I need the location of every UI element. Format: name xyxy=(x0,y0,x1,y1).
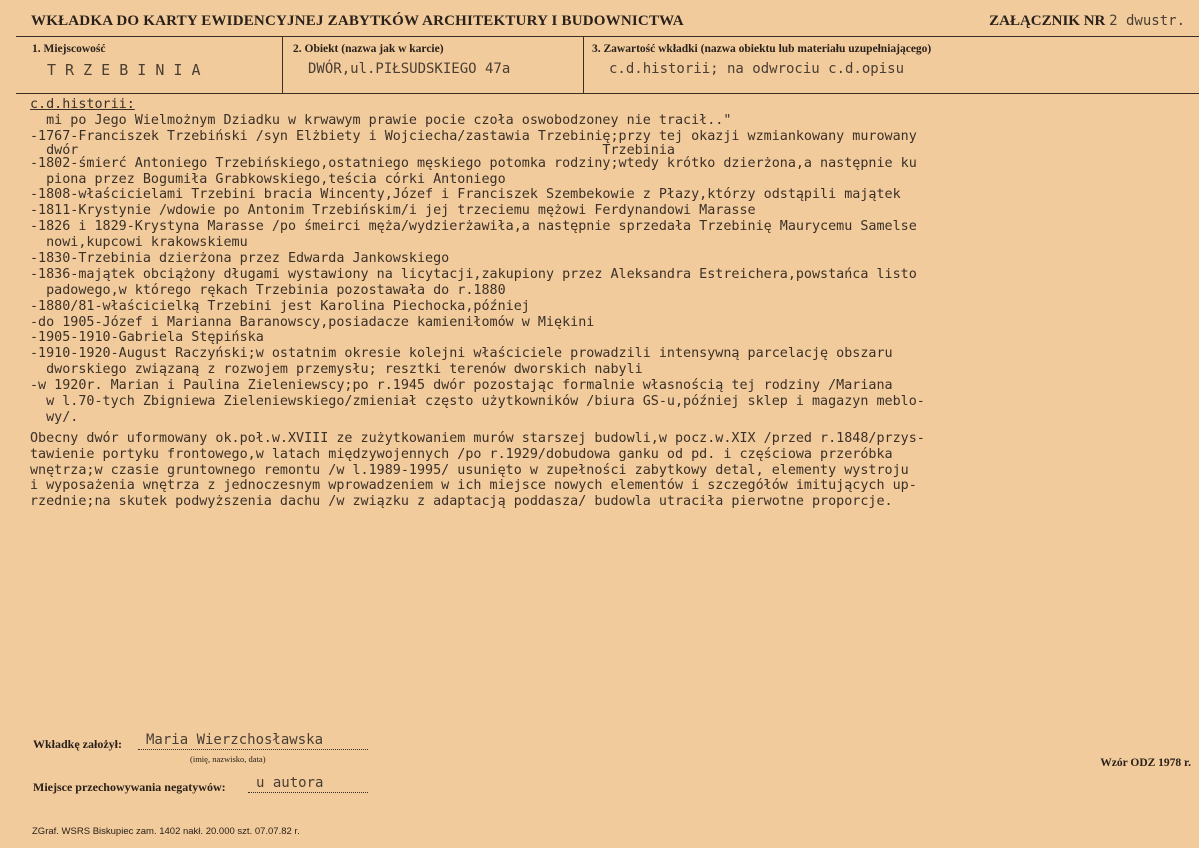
text-line: wnętrza;w czasie gruntownego remontu /w l.1989-1995/ usunięto w zupełności zabytkowy detal, elementy wystroju xyxy=(30,462,909,478)
annex-value: 2 dwustr. xyxy=(1109,13,1185,29)
text-line: dwór Trzebinia xyxy=(30,142,675,158)
contents-value: c.d.historii; na odwrociu c.d.opisu xyxy=(609,61,905,77)
storage-value: u autora xyxy=(256,775,324,791)
text-line: c.d.historii: xyxy=(30,97,135,112)
annex-number xyxy=(989,13,1185,30)
text-line: -do 1905-Józef i Marianna Baranowscy,posiadacze kamieniłomów w Miękini xyxy=(30,314,595,330)
text-line: -1802-śmierć Antoniego Trzebińskiego,ostatniego męskiego potomka rodziny;wtedy krótko dzierżona,a następnie ku xyxy=(30,155,917,171)
contents-label: 3. Zawartość wkładki (nazwa obiektu lub materiału uzupełniającego) xyxy=(592,43,932,55)
typed-history-text xyxy=(30,97,1190,510)
model-label: Wzór ODZ 1978 r. xyxy=(1100,757,1191,769)
text-line: w l.70-tych Zbigniewa Zieleniewskiego/zmieniał często użytkowników /biura GS-u,później sklep i magazyn meblo- xyxy=(30,394,925,410)
text-line: -w 1920r. Marian i Paulina Zieleniewscy;po r.1945 dwór pozostając formalnie własnością tej rodziny /Mariana xyxy=(30,378,893,394)
text-line: -1905-1910-Gabriela Stępińska xyxy=(30,330,264,346)
locality-value: T R Z E B I N I A xyxy=(47,61,201,79)
header-rule-top xyxy=(16,36,1199,37)
founded-label: Wkładkę założył: xyxy=(33,737,122,751)
founded-value: Maria Wierzchosławska xyxy=(146,732,324,748)
object-label: 2. Obiekt (nazwa jak w karcie) xyxy=(293,43,444,55)
text-line: i wyposażenia wnętrza z jednoczesnym wprowadzeniem w ich miejsce nowych elementów i szczegółów imitujących up- xyxy=(30,478,917,494)
text-line: -1826 i 1829-Krystyna Marasse /po śmeirci męża/wydzierżawiła,a następnie sprzedała Trzebinię Maurycemu Samelse xyxy=(30,219,917,235)
text-line: -1880/81-właścicielką Trzebini jest Karolina Piechocka,później xyxy=(30,298,530,314)
text-line: -1830-Trzebinia dzierżona przez Edwarda Jankowskiego xyxy=(30,251,450,267)
text-line: -1836-majątek obciążony długami wystawiony na licytacji,zakupiony przez Aleksandra Estreichera,powstańca listo xyxy=(30,266,917,282)
object-value: DWÓR,ul.PIŁSUDSKIEGO 47a xyxy=(308,61,511,77)
text-line: wy/. xyxy=(30,409,79,425)
text-line: -1811-Krystynie /wdowie po Antonim Trzebińskim/i jej trzeciemu mężowi Ferdynandowi Marasse xyxy=(30,203,756,219)
annex-label: ZAŁĄCZNIK NR xyxy=(989,13,1106,29)
storage-label: Miejsce przechowywania negatywów: xyxy=(33,780,226,794)
print-info: ZGraf. WSRS Biskupiec zam. 1402 nakł. 20.000 szt. 07.07.82 r. xyxy=(32,826,300,837)
text-line: tawienie portyku frontowego,w latach międzywojennych /po r.1929/dobudowa ganku od pd. i częściowa przeróbka xyxy=(30,446,893,462)
founded-dotted-line xyxy=(138,749,368,750)
text-line: Obecny dwór uformowany ok.poł.w.XVIII ze zużytkowaniem murów starszej budowli,w pocz.w.XIX /przed r.1848/przys- xyxy=(30,430,925,446)
text-line: -1910-1920-August Raczyński;w ostatnim okresie kolejni właściciele prowadzili intensywną parcelację obszaru xyxy=(30,346,893,362)
field-divider-2 xyxy=(583,36,584,93)
text-line: -1808-właścicielami Trzebini bracia Wincenty,Józef i Franciszek Szembekowie z Płazy,którzy odstąpili majątek xyxy=(30,187,901,203)
text-line: padowego,w którego rękach Trzebinia pozostawała do r.1880 xyxy=(30,282,506,298)
text-line: dworskiego związaną z rozwojem przemysłu; resztki terenów dworskich nabyli xyxy=(30,362,643,378)
header-rule-bottom xyxy=(16,93,1199,94)
founded-hint: (imię, nazwisko, data) xyxy=(190,754,266,764)
field-divider-1 xyxy=(282,36,283,93)
form-title: WKŁADKA DO KARTY EWIDENCYJNEJ ZABYTKÓW ARCHITEKTURY I BUDOWNICTWA xyxy=(31,13,684,29)
text-line: piona przez Bogumiła Grabkowskiego,teścia córki Antoniego xyxy=(30,171,506,187)
text-line: rzednie;na skutek podwyższenia dachu /w związku z adaptacją poddasza/ budowla utraciła pierwotne proporcje. xyxy=(30,494,893,510)
text-line: nowi,kupcowi krakowskiemu xyxy=(30,235,248,251)
storage-dotted-line xyxy=(248,792,368,793)
text-line: -1767-Franciszek Trzebiński /syn Elżbiety i Wojciecha/zastawia Trzebinię;przy tej okazji wzmiankowany murowany xyxy=(30,128,917,144)
locality-label: 1. Miejscowość xyxy=(32,43,106,55)
text-line: mi po Jego Wielmożnym Dziadku w krwawym prawie pocie czoła oswobodzoney nie tracił.." xyxy=(30,112,732,128)
